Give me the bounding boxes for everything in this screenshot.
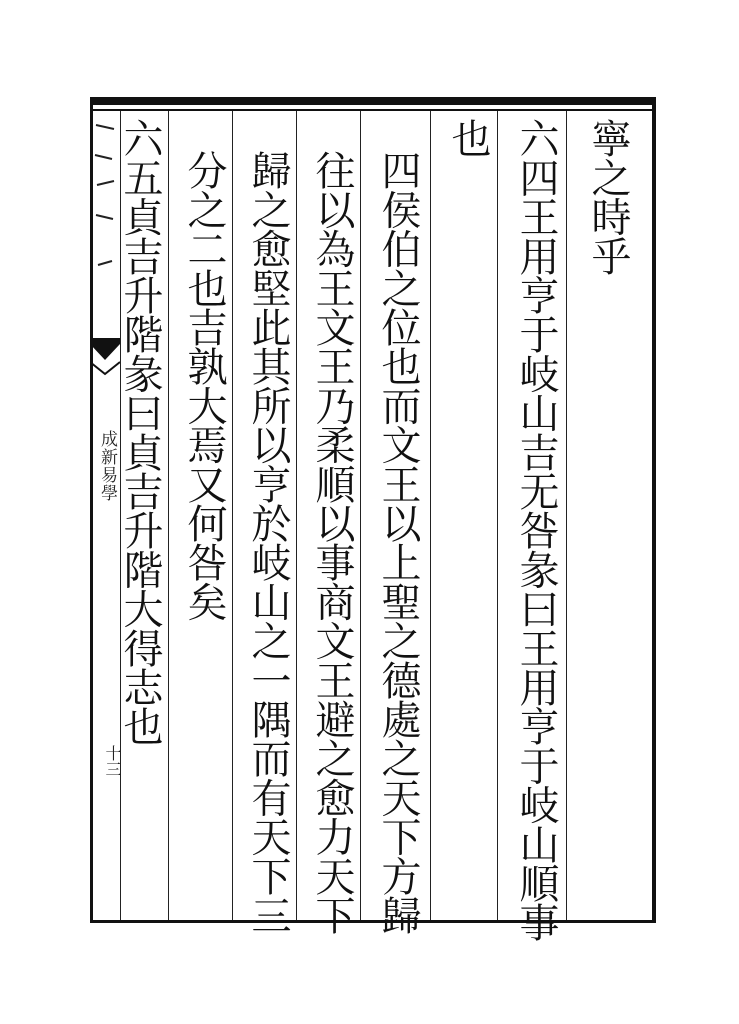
column-rule [566,111,567,920]
column-rule [360,111,361,920]
frame-top-inner-border [90,109,655,111]
text-column-8: 六五貞吉升階彖曰貞吉升階大得志也 [117,118,163,746]
margin-book-title: 成新易學 [97,430,117,502]
column-rule [168,111,169,920]
text-column-1: 寧之時乎 [585,118,631,275]
margin-page-number: 十三 [103,745,122,777]
text-column-4: 四侯伯之位也而文王以上聖之德處之天下方歸 [375,150,421,935]
frame-top-border [90,97,655,105]
column-rule [296,111,297,920]
text-column-5: 往以為王文王乃柔順以事商文王避之愈力天下 [309,150,355,935]
text-column-2: 六四王用亨于岐山吉无咎彖曰王用亨于岐山順事 [513,118,559,942]
text-column-6: 歸之愈堅此其所以亨於岐山之一隅而有天下三 [245,150,291,935]
text-column-7: 分之二也吉孰大焉又何咎矣 [181,150,227,621]
column-rule [497,111,498,920]
text-column-3: 也 [445,118,491,158]
frame-right-border [652,97,656,923]
column-rule [430,111,431,920]
column-rule [232,111,233,920]
